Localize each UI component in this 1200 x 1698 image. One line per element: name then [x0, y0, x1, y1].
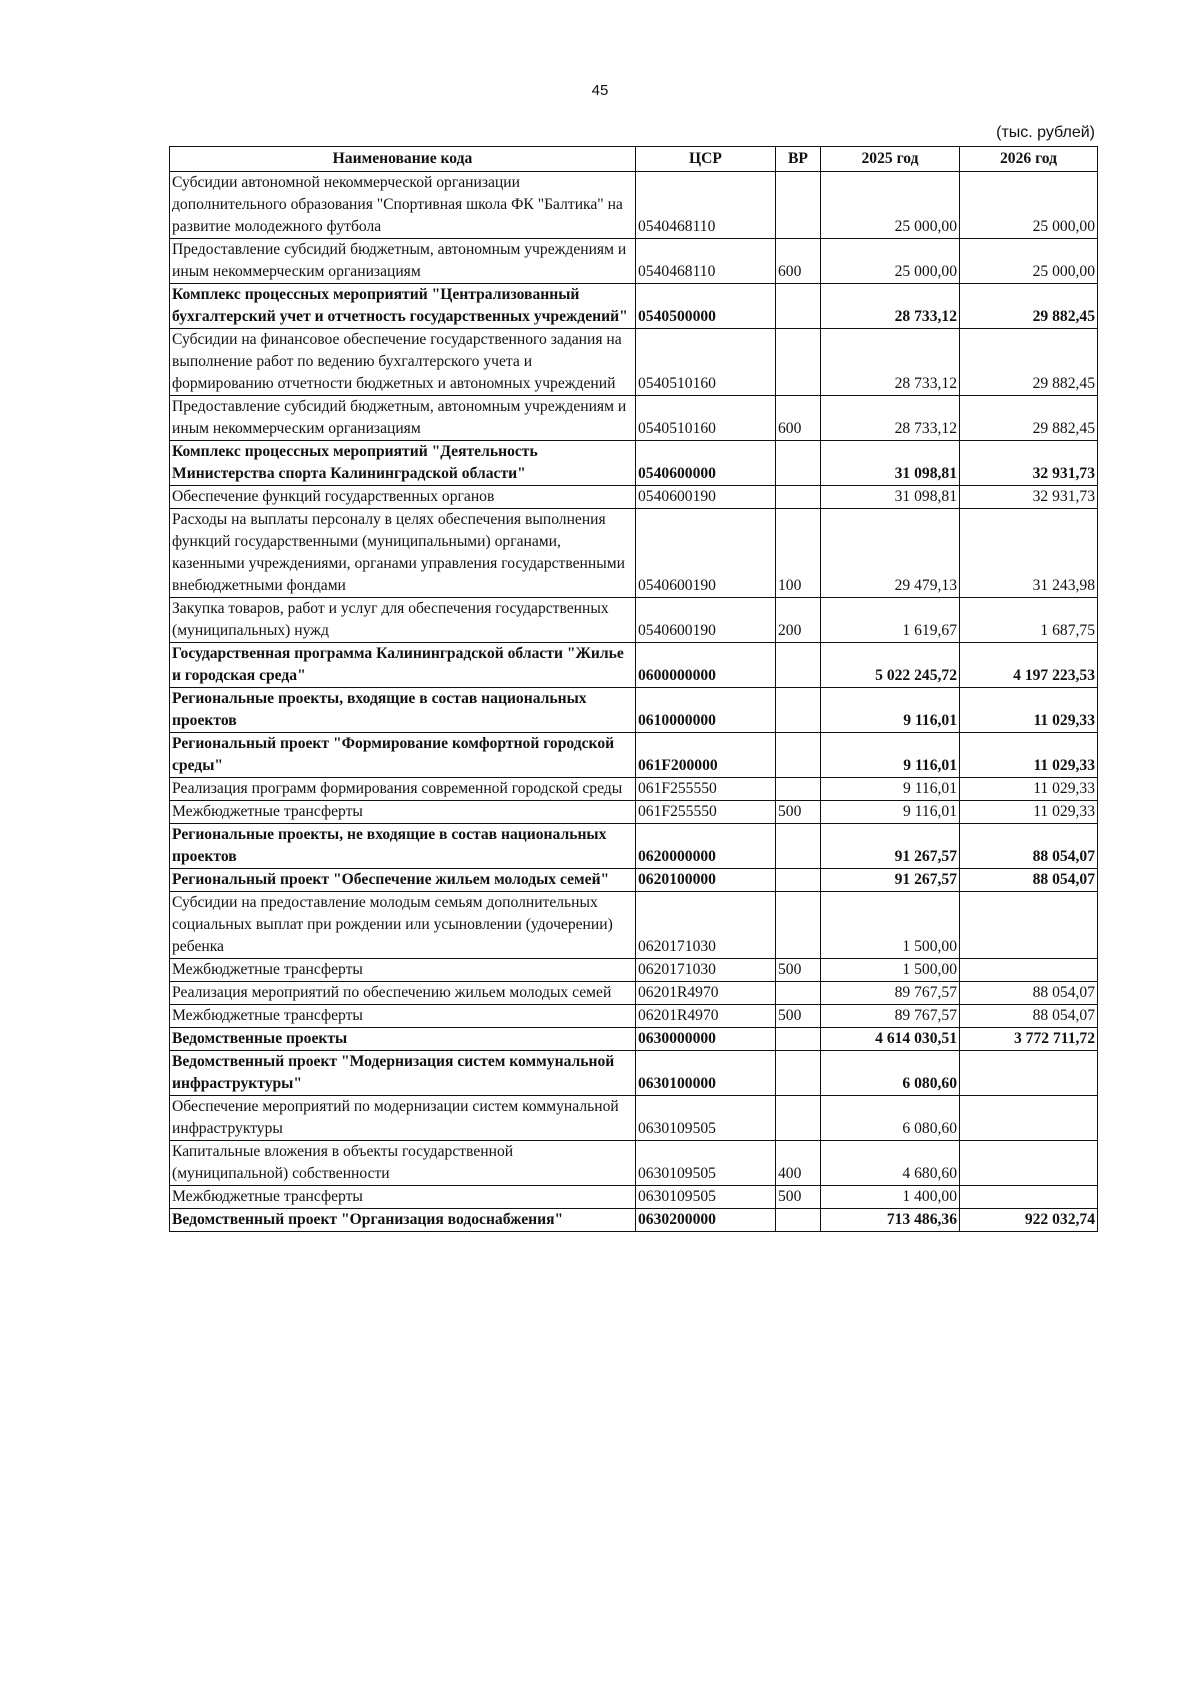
- cell-vr: 500: [776, 801, 821, 824]
- cell-csr: 0540600000: [636, 441, 776, 486]
- cell-csr: 0630000000: [636, 1028, 776, 1051]
- cell-2026: 4 197 223,53: [960, 643, 1098, 688]
- cell-csr: 0540600190: [636, 509, 776, 598]
- table-row: [170, 643, 1098, 688]
- cell-name: Ведомственный проект "Модернизация систем коммунальной инфраструктуры": [170, 1051, 636, 1096]
- cell-csr: 0630200000: [636, 1209, 776, 1232]
- cell-2025: 31 098,81: [821, 486, 960, 509]
- cell-2025: 89 767,57: [821, 1005, 960, 1028]
- cell-csr: 06201R4970: [636, 1005, 776, 1028]
- cell-csr: 0630109505: [636, 1096, 776, 1141]
- header-2025: 2025 год: [821, 147, 960, 172]
- cell-2025: 1 500,00: [821, 892, 960, 959]
- cell-vr: 400: [776, 1141, 821, 1186]
- cell-2026: 29 882,45: [960, 329, 1098, 396]
- cell-name: Субсидии на предоставление молодым семьям дополнительных социальных выплат при рождении или усыновлении (удочерении) ребенка: [170, 892, 636, 959]
- table-row: [170, 239, 1098, 284]
- cell-2026: 11 029,33: [960, 733, 1098, 778]
- cell-2025: 29 479,13: [821, 509, 960, 598]
- table-row: [170, 869, 1098, 892]
- cell-csr: 0630109505: [636, 1141, 776, 1186]
- cell-2026: 88 054,07: [960, 1005, 1098, 1028]
- cell-csr: 061F200000: [636, 733, 776, 778]
- cell-2026: 11 029,33: [960, 778, 1098, 801]
- cell-csr: 0540468110: [636, 239, 776, 284]
- cell-vr: 500: [776, 1005, 821, 1028]
- cell-vr: 100: [776, 509, 821, 598]
- cell-csr: 0620171030: [636, 892, 776, 959]
- cell-vr: [776, 869, 821, 892]
- cell-2026: 29 882,45: [960, 284, 1098, 329]
- cell-vr: [776, 778, 821, 801]
- cell-csr: 061F255550: [636, 778, 776, 801]
- cell-2026: 88 054,07: [960, 869, 1098, 892]
- cell-name: Региональный проект "Формирование комфортной городской среды": [170, 733, 636, 778]
- cell-2026: [960, 1096, 1098, 1141]
- table-row: [170, 1141, 1098, 1186]
- cell-2025: 25 000,00: [821, 239, 960, 284]
- budget-table: [169, 146, 1098, 1232]
- cell-vr: 600: [776, 396, 821, 441]
- cell-2026: 25 000,00: [960, 239, 1098, 284]
- header-csr: ЦСР: [636, 147, 776, 172]
- cell-name: Закупка товаров, работ и услуг для обеспечения государственных (муниципальных) нужд: [170, 598, 636, 643]
- cell-name: Комплекс процессных мероприятий "Деятельность Министерства спорта Калининградской области": [170, 441, 636, 486]
- table-row: [170, 1005, 1098, 1028]
- cell-csr: 0610000000: [636, 688, 776, 733]
- cell-2026: [960, 1186, 1098, 1209]
- cell-2026: 25 000,00: [960, 172, 1098, 239]
- cell-2026: 922 032,74: [960, 1209, 1098, 1232]
- cell-2025: 25 000,00: [821, 172, 960, 239]
- cell-vr: [776, 1051, 821, 1096]
- header-vr: ВР: [776, 147, 821, 172]
- cell-name: Предоставление субсидий бюджетным, автономным учреждениям и иным некоммерческим организациям: [170, 239, 636, 284]
- table-row: [170, 688, 1098, 733]
- cell-name: Межбюджетные трансферты: [170, 1186, 636, 1209]
- cell-name: Расходы на выплаты персоналу в целях обеспечения выполнения функций государственными (муниципальными) органами, казенными учреждениями, органами управления государственными внебюджетными фондами: [170, 509, 636, 598]
- cell-name: Ведомственный проект "Организация водоснабжения": [170, 1209, 636, 1232]
- table-row: [170, 509, 1098, 598]
- cell-vr: [776, 982, 821, 1005]
- cell-2026: 31 243,98: [960, 509, 1098, 598]
- cell-name: Региональный проект "Обеспечение жильем молодых семей": [170, 869, 636, 892]
- table-row: [170, 1096, 1098, 1141]
- cell-csr: 0540510160: [636, 396, 776, 441]
- cell-csr: 0540468110: [636, 172, 776, 239]
- cell-name: Реализация мероприятий по обеспечению жильем молодых семей: [170, 982, 636, 1005]
- cell-csr: 061F255550: [636, 801, 776, 824]
- cell-2026: 88 054,07: [960, 824, 1098, 869]
- cell-csr: 0600000000: [636, 643, 776, 688]
- cell-csr: 0540600190: [636, 486, 776, 509]
- table-row: [170, 1051, 1098, 1096]
- cell-csr: 0540510160: [636, 329, 776, 396]
- cell-2025: 91 267,57: [821, 869, 960, 892]
- cell-2025: 713 486,36: [821, 1209, 960, 1232]
- cell-csr: 0620000000: [636, 824, 776, 869]
- cell-2025: 1 400,00: [821, 1186, 960, 1209]
- table-row: [170, 441, 1098, 486]
- cell-name: Ведомственные проекты: [170, 1028, 636, 1051]
- cell-vr: [776, 892, 821, 959]
- cell-vr: [776, 688, 821, 733]
- cell-name: Обеспечение функций государственных органов: [170, 486, 636, 509]
- table-row: [170, 733, 1098, 778]
- table-row: [170, 778, 1098, 801]
- cell-vr: 600: [776, 239, 821, 284]
- table-row: [170, 982, 1098, 1005]
- table-row: [170, 1186, 1098, 1209]
- cell-name: Межбюджетные трансферты: [170, 801, 636, 824]
- header-name: Наименование кода: [170, 147, 636, 172]
- cell-vr: [776, 824, 821, 869]
- cell-csr: 0620171030: [636, 959, 776, 982]
- cell-2025: 31 098,81: [821, 441, 960, 486]
- table-row: [170, 1028, 1098, 1051]
- cell-2026: 29 882,45: [960, 396, 1098, 441]
- table-row: [170, 1209, 1098, 1232]
- cell-2026: 11 029,33: [960, 801, 1098, 824]
- table-row: [170, 598, 1098, 643]
- table-row: [170, 396, 1098, 441]
- cell-vr: [776, 284, 821, 329]
- cell-2025: 9 116,01: [821, 778, 960, 801]
- cell-vr: [776, 172, 821, 239]
- cell-2025: 6 080,60: [821, 1096, 960, 1141]
- cell-vr: [776, 486, 821, 509]
- cell-csr: 0620100000: [636, 869, 776, 892]
- table-row: [170, 892, 1098, 959]
- cell-csr: 06201R4970: [636, 982, 776, 1005]
- cell-2026: [960, 1141, 1098, 1186]
- table-row: [170, 801, 1098, 824]
- page-number: 45: [591, 82, 609, 99]
- header-2026: 2026 год: [960, 147, 1098, 172]
- cell-vr: [776, 1096, 821, 1141]
- cell-name: Комплекс процессных мероприятий "Централизованный бухгалтерский учет и отчетность государственных учреждений": [170, 284, 636, 329]
- cell-2025: 89 767,57: [821, 982, 960, 1005]
- cell-2025: 1 619,67: [821, 598, 960, 643]
- cell-name: Государственная программа Калининградской области "Жилье и городская среда": [170, 643, 636, 688]
- table-row: [170, 486, 1098, 509]
- cell-2025: 6 080,60: [821, 1051, 960, 1096]
- units-label: (тыс. рублей): [996, 124, 1095, 141]
- cell-name: Субсидии автономной некоммерческой организации дополнительного образования "Спортивная школа ФК "Балтика" на развитие молодежного футбола: [170, 172, 636, 239]
- cell-2026: 1 687,75: [960, 598, 1098, 643]
- cell-vr: 500: [776, 959, 821, 982]
- cell-2025: 28 733,12: [821, 284, 960, 329]
- cell-vr: [776, 733, 821, 778]
- cell-csr: 0630100000: [636, 1051, 776, 1096]
- cell-csr: 0540600190: [636, 598, 776, 643]
- table-row: [170, 959, 1098, 982]
- cell-vr: [776, 441, 821, 486]
- cell-csr: 0540500000: [636, 284, 776, 329]
- cell-name: Реализация программ формирования современной городской среды: [170, 778, 636, 801]
- cell-name: Обеспечение мероприятий по модернизации систем коммунальной инфраструктуры: [170, 1096, 636, 1141]
- cell-2026: 88 054,07: [960, 982, 1098, 1005]
- cell-2025: 28 733,12: [821, 396, 960, 441]
- cell-vr: [776, 329, 821, 396]
- cell-2025: 9 116,01: [821, 801, 960, 824]
- cell-2026: [960, 959, 1098, 982]
- cell-2025: 4 614 030,51: [821, 1028, 960, 1051]
- table-row: [170, 172, 1098, 239]
- cell-name: Региональные проекты, не входящие в состав национальных проектов: [170, 824, 636, 869]
- cell-name: Межбюджетные трансферты: [170, 959, 636, 982]
- cell-vr: 200: [776, 598, 821, 643]
- cell-name: Межбюджетные трансферты: [170, 1005, 636, 1028]
- cell-vr: [776, 1209, 821, 1232]
- cell-2026: 3 772 711,72: [960, 1028, 1098, 1051]
- table-row: [170, 284, 1098, 329]
- cell-2026: [960, 892, 1098, 959]
- cell-name: Региональные проекты, входящие в состав национальных проектов: [170, 688, 636, 733]
- cell-csr: 0630109505: [636, 1186, 776, 1209]
- table-row: [170, 329, 1098, 396]
- cell-2025: 9 116,01: [821, 733, 960, 778]
- cell-vr: 500: [776, 1186, 821, 1209]
- cell-name: Капитальные вложения в объекты государственной (муниципальной) собственности: [170, 1141, 636, 1186]
- cell-2025: 4 680,60: [821, 1141, 960, 1186]
- cell-2025: 91 267,57: [821, 824, 960, 869]
- cell-2025: 28 733,12: [821, 329, 960, 396]
- cell-2026: [960, 1051, 1098, 1096]
- cell-name: Субсидии на финансовое обеспечение государственного задания на выполнение работ по ведению бухгалтерского учета и формированию отчетности бюджетных и автономных учреждений: [170, 329, 636, 396]
- table-body: [170, 172, 1098, 1232]
- table-row: [170, 824, 1098, 869]
- table-header-row: [170, 147, 1098, 172]
- cell-vr: [776, 643, 821, 688]
- cell-2026: 32 931,73: [960, 441, 1098, 486]
- cell-vr: [776, 1028, 821, 1051]
- cell-2026: 11 029,33: [960, 688, 1098, 733]
- cell-2025: 9 116,01: [821, 688, 960, 733]
- cell-2026: 32 931,73: [960, 486, 1098, 509]
- cell-2025: 5 022 245,72: [821, 643, 960, 688]
- cell-name: Предоставление субсидий бюджетным, автономным учреждениям и иным некоммерческим организациям: [170, 396, 636, 441]
- cell-2025: 1 500,00: [821, 959, 960, 982]
